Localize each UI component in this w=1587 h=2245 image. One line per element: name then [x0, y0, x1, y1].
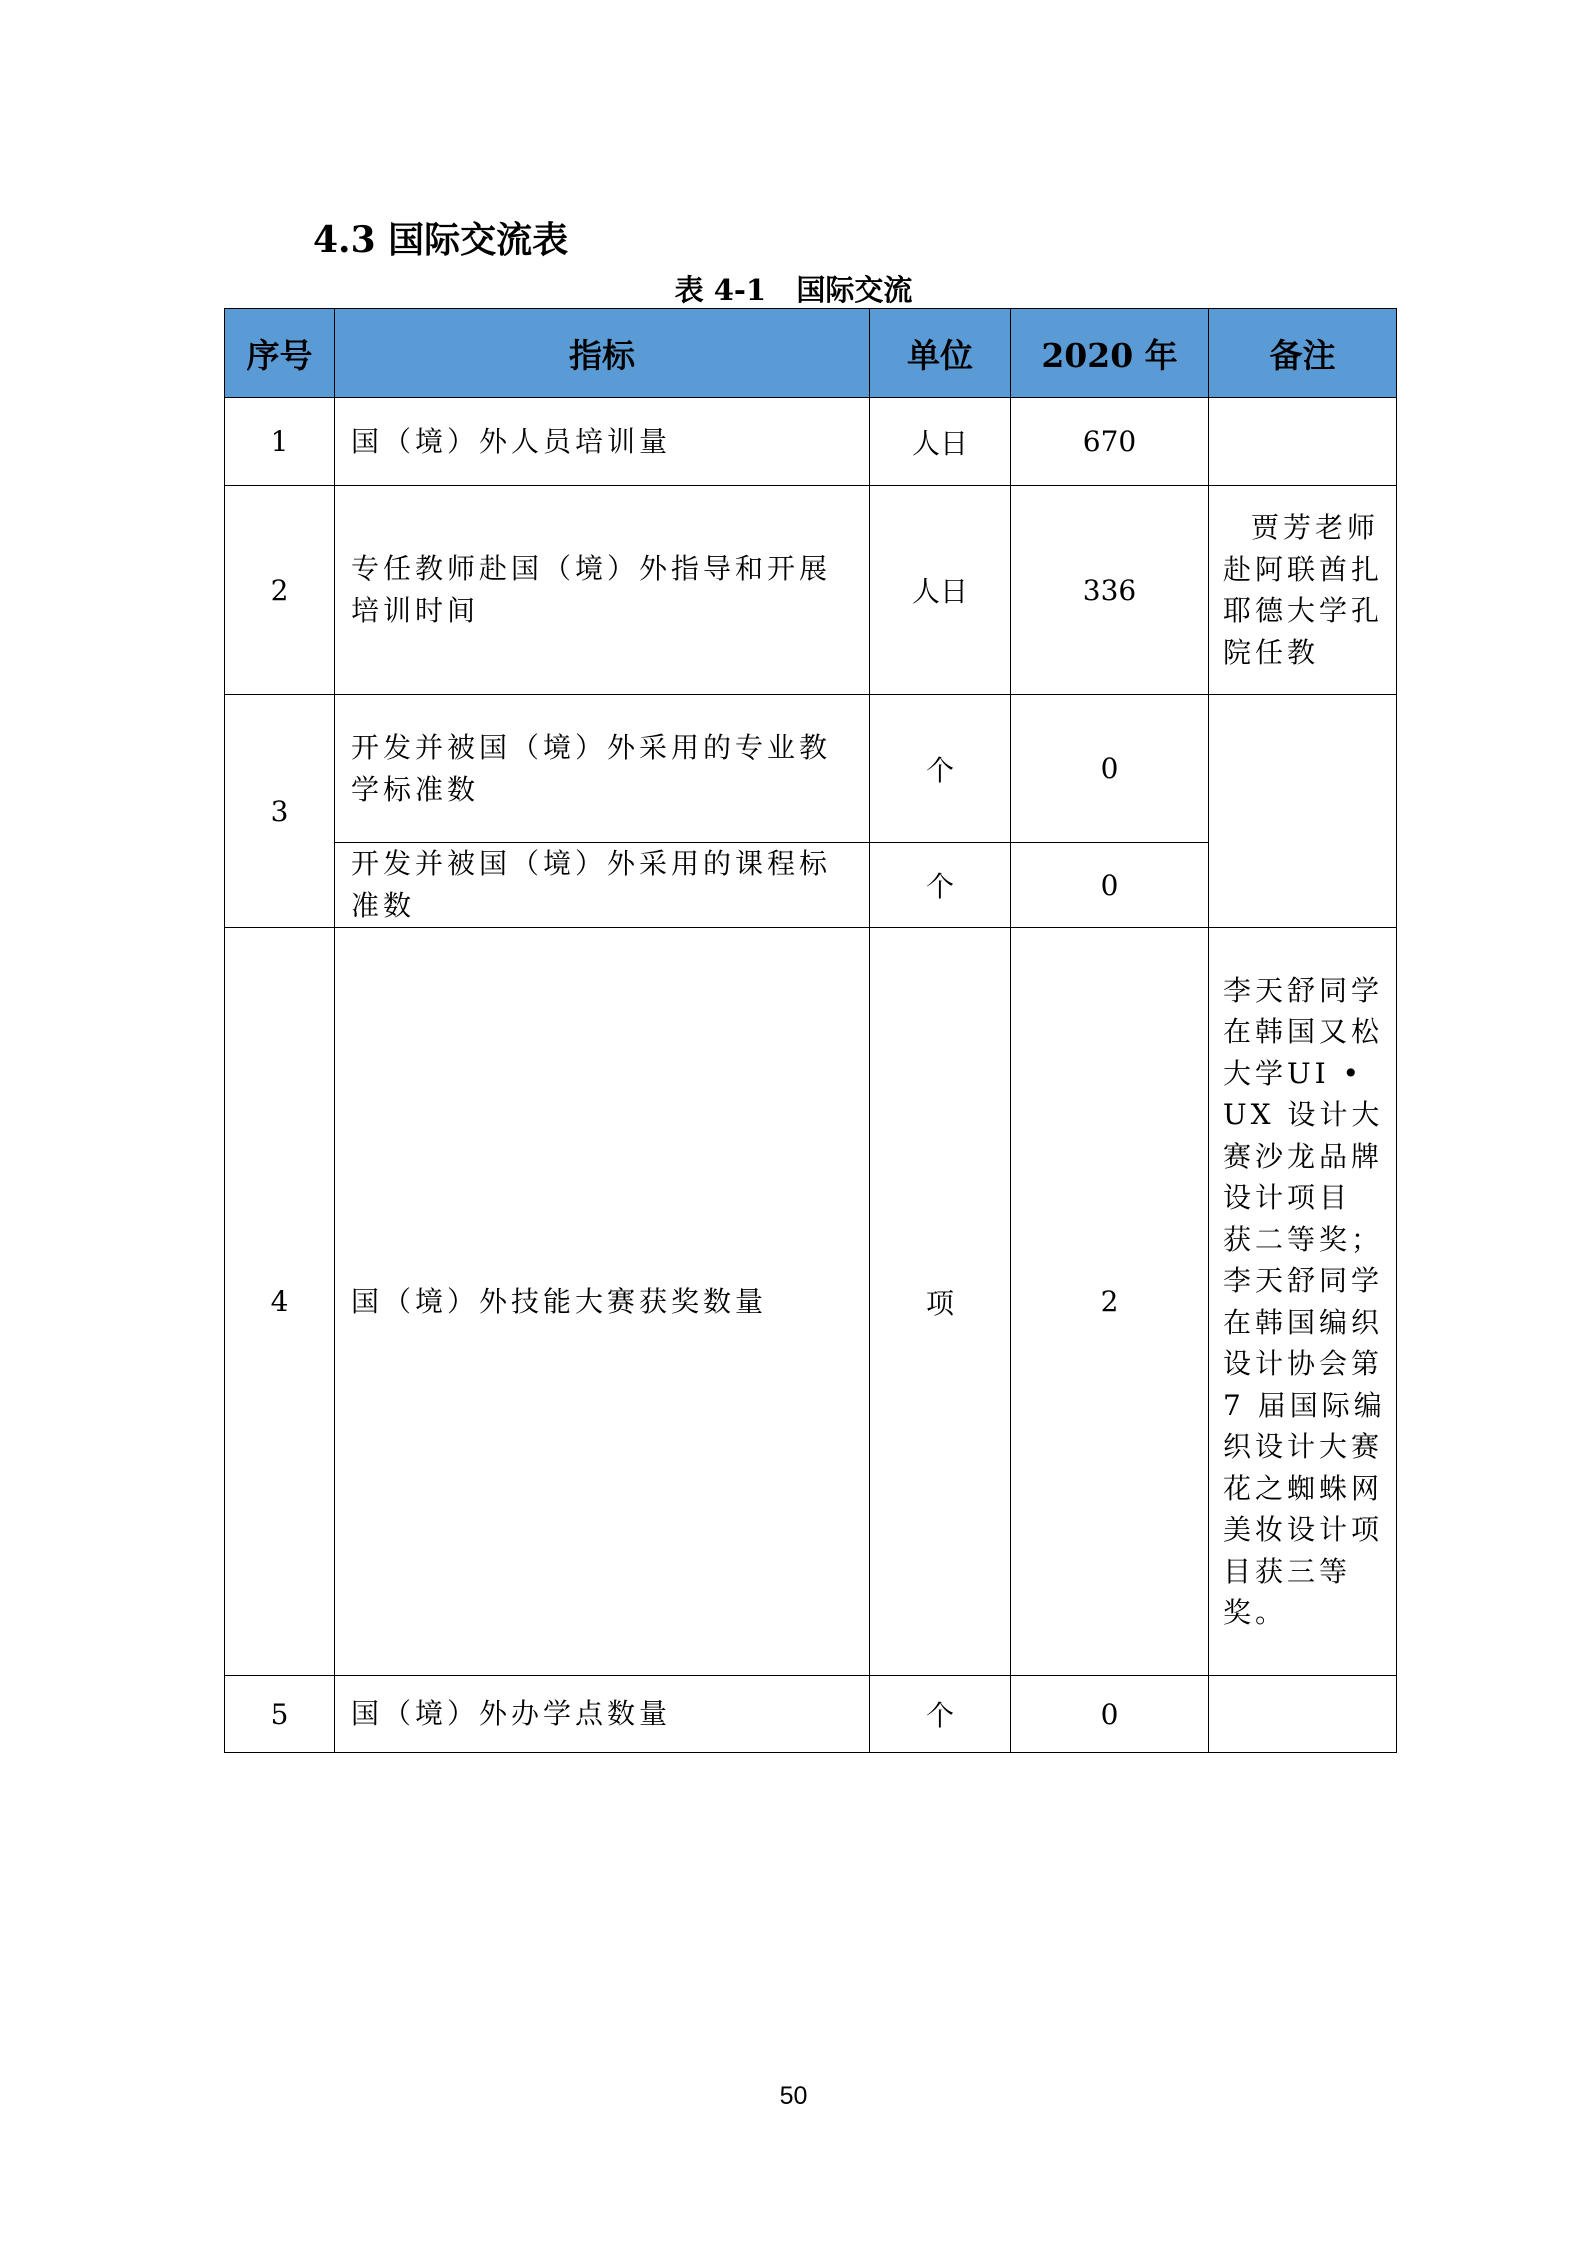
header-index: 序号	[225, 309, 335, 398]
header-indicator: 指标	[335, 309, 870, 398]
row-value: 0	[1011, 695, 1209, 843]
row-remark: 贾芳老师赴阿联酋扎耶德大学孔院任教	[1209, 486, 1397, 695]
row-indicator: 国（境）外人员培训量	[335, 398, 870, 486]
row-unit: 个	[870, 1676, 1011, 1753]
row-indicator: 国（境）外办学点数量	[335, 1676, 870, 1753]
table-header-row	[225, 309, 1397, 398]
row-indicator: 开发并被国（境）外采用的课程标准数	[335, 843, 870, 928]
header-year: 2020 年	[1011, 309, 1209, 398]
row-indicator: 开发并被国（境）外采用的专业教学标准数	[335, 695, 870, 843]
row-value: 2	[1011, 928, 1209, 1676]
international-exchange-table	[224, 308, 1397, 1753]
table-row	[225, 928, 1397, 1676]
row-indicator: 专任教师赴国（境）外指导和开展培训时间	[335, 486, 870, 695]
table-row	[225, 486, 1397, 695]
row-remark: 李天舒同学在韩国又松大学UI •UX 设计大赛沙龙品牌设计项目 获二等奖；李天舒同学在韩国编织设计协会第 7 届国际编织设计大赛花之蜘蛛网美妆设计项目获三等奖。	[1209, 928, 1397, 1676]
table-row	[225, 695, 1397, 843]
table-caption: 表 4-1 国际交流	[674, 273, 913, 307]
row-remark	[1209, 1676, 1397, 1753]
header-remark: 备注	[1209, 309, 1397, 398]
row-remark	[1209, 695, 1397, 928]
row-unit: 项	[870, 928, 1011, 1676]
header-unit: 单位	[870, 309, 1011, 398]
row-unit: 个	[870, 843, 1011, 928]
row-remark	[1209, 398, 1397, 486]
row-unit: 人日	[870, 486, 1011, 695]
row-index: 3	[225, 695, 335, 928]
row-unit: 人日	[870, 398, 1011, 486]
row-unit: 个	[870, 695, 1011, 843]
table-row	[225, 1676, 1397, 1753]
row-index: 2	[225, 486, 335, 695]
row-index: 4	[225, 928, 335, 1676]
row-value: 670	[1011, 398, 1209, 486]
row-indicator: 国（境）外技能大赛获奖数量	[335, 928, 870, 1676]
section-title: 4.3 国际交流表	[313, 219, 569, 261]
page-number: 50	[779, 2082, 808, 2110]
row-index: 1	[225, 398, 335, 486]
row-index: 5	[225, 1676, 335, 1753]
table-row	[225, 398, 1397, 486]
row-value: 336	[1011, 486, 1209, 695]
row-value: 0	[1011, 843, 1209, 928]
row-value: 0	[1011, 1676, 1209, 1753]
